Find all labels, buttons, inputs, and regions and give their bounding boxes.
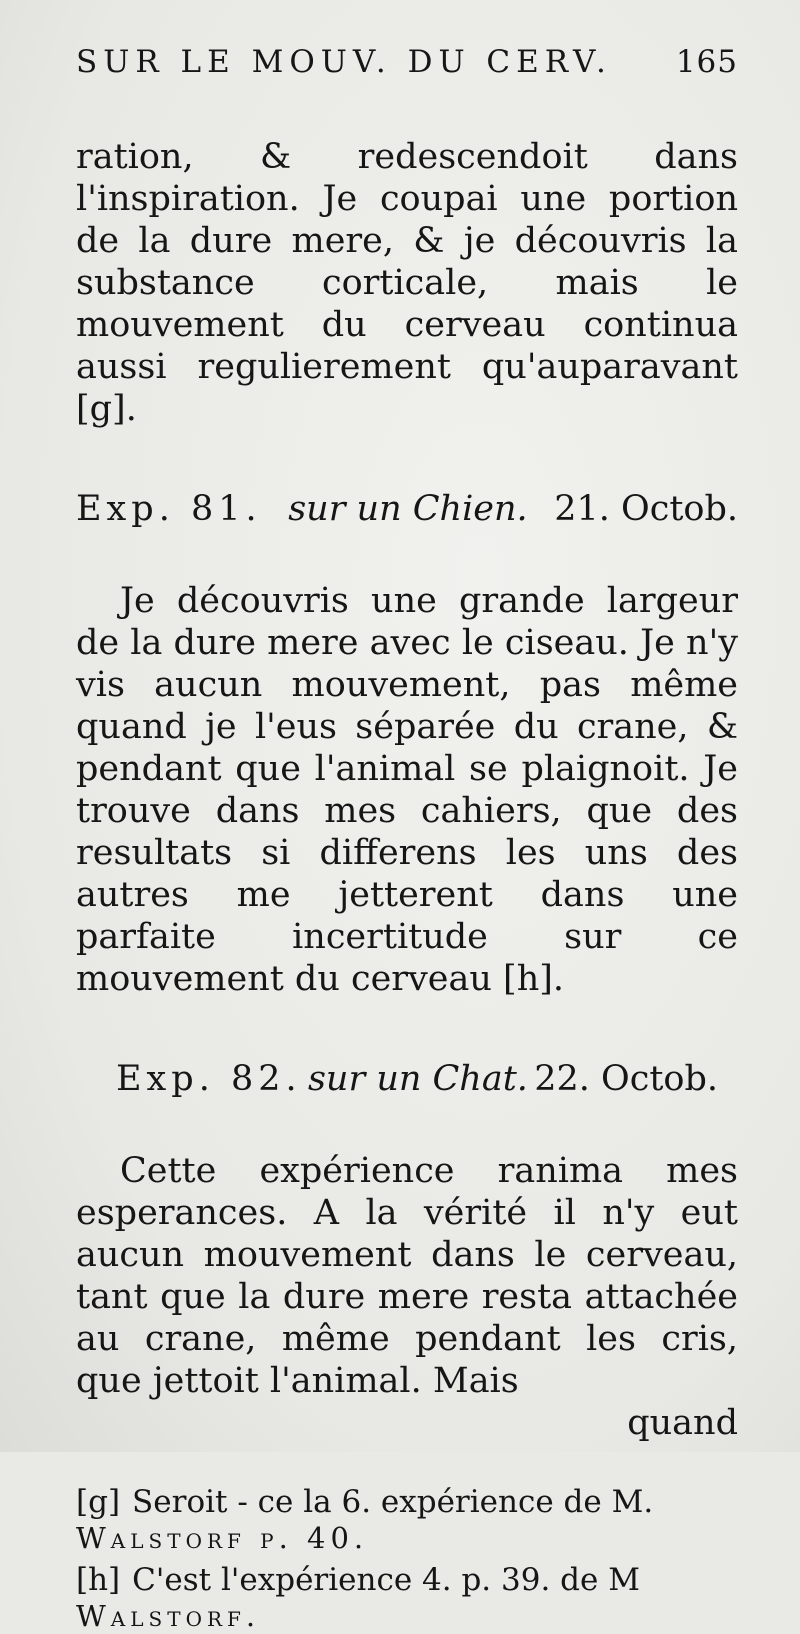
running-head: [76, 44, 738, 100]
footnote-g-author: Walstorf p. 40.: [76, 1521, 369, 1555]
paragraph-continuation: ration, & redescendoit dans l'inspiration. Je coupai une portion de la dure mere, & je découvris la substance corticale, mais le mouvement du cerveau continua aussi regulierement qu'auparavant [g].: [76, 137, 738, 429]
experiment-82-label: Exp. 82.: [116, 1059, 302, 1099]
experiment-81-date: 21. Octob.: [554, 489, 738, 529]
experiment-81-heading: [76, 488, 738, 530]
experiment-82-subject: sur un Chat.: [307, 1059, 528, 1099]
footnote-h-author: Walstorf.: [76, 1599, 261, 1633]
footnote-h: [76, 1562, 738, 1634]
footnotes: [76, 1484, 738, 1634]
experiment-81-text: Je découvris une grande largeur de la dure mere avec le ciseau. Je n'y vis aucun mouvement, pas même quand je l'eus séparée du crane, & pendant que l'animal se plaignoit. Je trouve dans mes cahiers, que des resultats si differens les uns des autres me jetterent dans une parfaite incertitude sur ce mouvement du cerveau [h].: [76, 581, 738, 999]
footnote-h-mark: [h]: [76, 1562, 121, 1598]
footnote-h-text: C'est l'expérience 4. p. 39. de M: [132, 1562, 640, 1598]
experiment-82-heading: [76, 1058, 738, 1100]
footnote-g-mark: [g]: [76, 1484, 121, 1520]
experiment-82-date: 22. Octob.: [534, 1059, 718, 1099]
catchword: quand: [627, 1403, 738, 1443]
page-number: 165: [675, 44, 738, 80]
experiment-82-text: Cette expérience ranima mes esperances. A la vérité il n'y eut aucun mouvement dans le cerveau, tant que la dure mere resta attachée au crane, même pendant les cris, que jettoit l'animal. Mais: [76, 1151, 738, 1401]
experiment-81-label: Exp. 81.: [76, 489, 262, 529]
experiment-81-subject: sur un Chien.: [288, 489, 528, 529]
footnote-g: [76, 1484, 738, 1556]
footnote-g-text: Seroit - ce la 6. expérience de M.: [132, 1484, 654, 1520]
running-head-title: SUR LE MOUV. DU CERV.: [76, 44, 612, 80]
